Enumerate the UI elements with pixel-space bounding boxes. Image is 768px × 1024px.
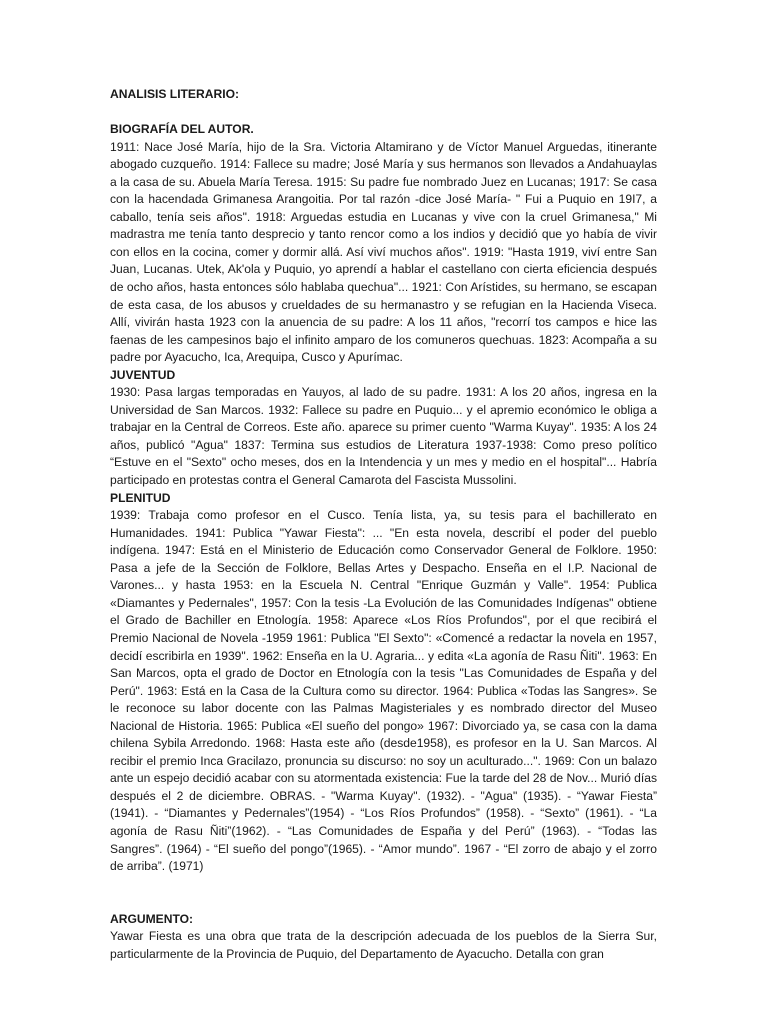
spacer xyxy=(110,876,657,911)
spacer xyxy=(110,104,657,122)
biografia-paragraph: 1911: Nace José María, hijo de la Sra. Victoria Altamirano y de Víctor Manuel Arguedas, itinerante abogado cuzqueño. 1914: Fallece su madre; José María y sus hermanos son llevados a Andahuaylas a la casa de su. Abuela María Teresa. 1915: Su padre fue nombrado Juez en Lucanas; 1917: Se casa con la hacendada Grimanesa Arangoitia. Por tal razón -dice José María- " Fui a Puquio en 19I7, a caballo, tenía seis años". 1918: Arguedas estudia en Lucanas y vive con la cruel Grimanesa," Mi madrastra me tenía tanto desprecio y tanto rencor como a los indios y decidió que yo había de vivir con ellos en la cocina, comer y dormir allá. Así viví muchos años". 1919: "Hasta 1919, viví entre San Juan, Lucanas. Utek, Ak'ola y Puquio, yo aprendí a hablar el castellano con cierta eficiencia después de ocho años, hasta entonces sólo hablaba quechua"... 1921: Con Arístides, su hermano, se escapan de esta casa, de los abusos y crueldades de su hermanastro y se refugian en la Hacienda Viseca. Allí, vivirán hasta 1923 con la anuencia de su padre: A los 11 años, "recorrí tos campos e hice las faenas de les campesinos bajo el infinito amparo de los comuneros quechuas. 1823: Acompaña a su padre por Ayacucho, Ica, Arequipa, Cusco y Apurímac. xyxy=(110,139,657,365)
argumento-heading: ARGUMENTO: xyxy=(110,911,194,926)
main-title: ANALISIS LITERARIO: xyxy=(110,87,239,101)
document-body xyxy=(110,86,657,963)
juventud-paragraph: 1930: Pasa largas temporadas en Yauyos, al lado de su padre. 1931: A los 20 años, ingresa en la Universidad de San Marcos. 1932: Fallece su padre en Puquio... y el apremio económico le obliga a trabajar en la Central de Correos. Este año. aparece su primer cuento "Warma Kuyay". 1935: A los 24 años, publicó "Agua" 1837: Termina sus estudios de Literatura 1937-1938: Como preso político “Estuve en el "Sexto" ocho meses, dos en la Intendencia y un mes y medio en el hospital"... Habría participado en protestas contra el General Camarota del Fascista Mussolini. xyxy=(110,385,657,488)
argumento-paragraph: Yawar Fiesta es una obra que trata de la descripción adecuada de los pueblos de la Sierra Sur, particularmente de la Provincia de Puquio, del Departamento de Ayacucho. Detalla con gran xyxy=(110,929,657,961)
plenitud-paragraph: 1939: Trabaja como profesor en el Cusco. Tenía lista, ya, su tesis para el bachillerato en Humanidades. 1941: Publica "Yawar Fiesta": ... "En esta novela, describí el poder del pueblo indígena. 1947: Está en el Ministerio de Educación como Conservador General de Folklore. 1950: Pasa a jefe de la Sección de Folklore, Bellas Artes y Despacho. Enseña en el I.P. Nacional de Varones... y hasta 1953: en la Escuela N. Central "Enrique Guzmán y Valle". 1954: Publica «Diamantes y Pedernales", 1957: Con la tesis -La Evolución de las Comunidades Indígenas" obtiene el Grado de Bachiller en Etnología. 1958: Aparece «Los Ríos Profundos", por el que recibirá el Premio Nacional de Novela -1959 1961: Publica "El Sexto": «Comencé a redactar la novela en 1957, decidí escribirla en 1939". 1962: Enseña en la U. Agraria... y edita «La agonía de Rasu Ñiti". 1963: En San Marcos, opta el grado de Doctor en Etnología con la tesis "Las Comunidades de España y del Perú". 1963: Está en la Casa de la Cultura como su director. 1964: Publica «Todas las Sangres». Se le reconoce su labor docente con las Palmas Magisteriales y es nombrado director del Museo Nacional de Historia. 1965: Publica «El sueño del pongo» 1967: Divorciado ya, se casa con la dama chilena Sybila Arredondo. 1968: Hasta este año (desde1958), es profesor en la U. San Marcos. Al recibir el premio Inca Gracilazo, pronuncia su discurso: no soy un aculturado...". 1969: Con un balazo ante un espejo decidió acabar con su atormentada existencia: Fue la tarde del 28 de Nov... Murió días después el 2 de diciembre. OBRAS. - "Warma Kuyay". (1932). - "Agua" (1935). - “Yawar Fiesta” (1941). - “Diamantes y Pedernales”(1954) - “Los Ríos Profundos” (1958). - “Sexto” (1961). - “La agonía de Rasu Ñiti”(1962). - “Las Comunidades de España y del Perú” (1963). - “Todas las Sangres”. (1964) - “El sueño del pongo”(1965). - “Amor mundo”. 1967 - “El zorro de abajo y el zorro de arriba”. (1971) xyxy=(110,508,658,874)
plenitud-heading: PLENITUD xyxy=(110,490,171,505)
biografia-heading: BIOGRAFÍA DEL AUTOR. xyxy=(110,122,254,137)
juventud-heading: JUVENTUD xyxy=(110,367,176,382)
